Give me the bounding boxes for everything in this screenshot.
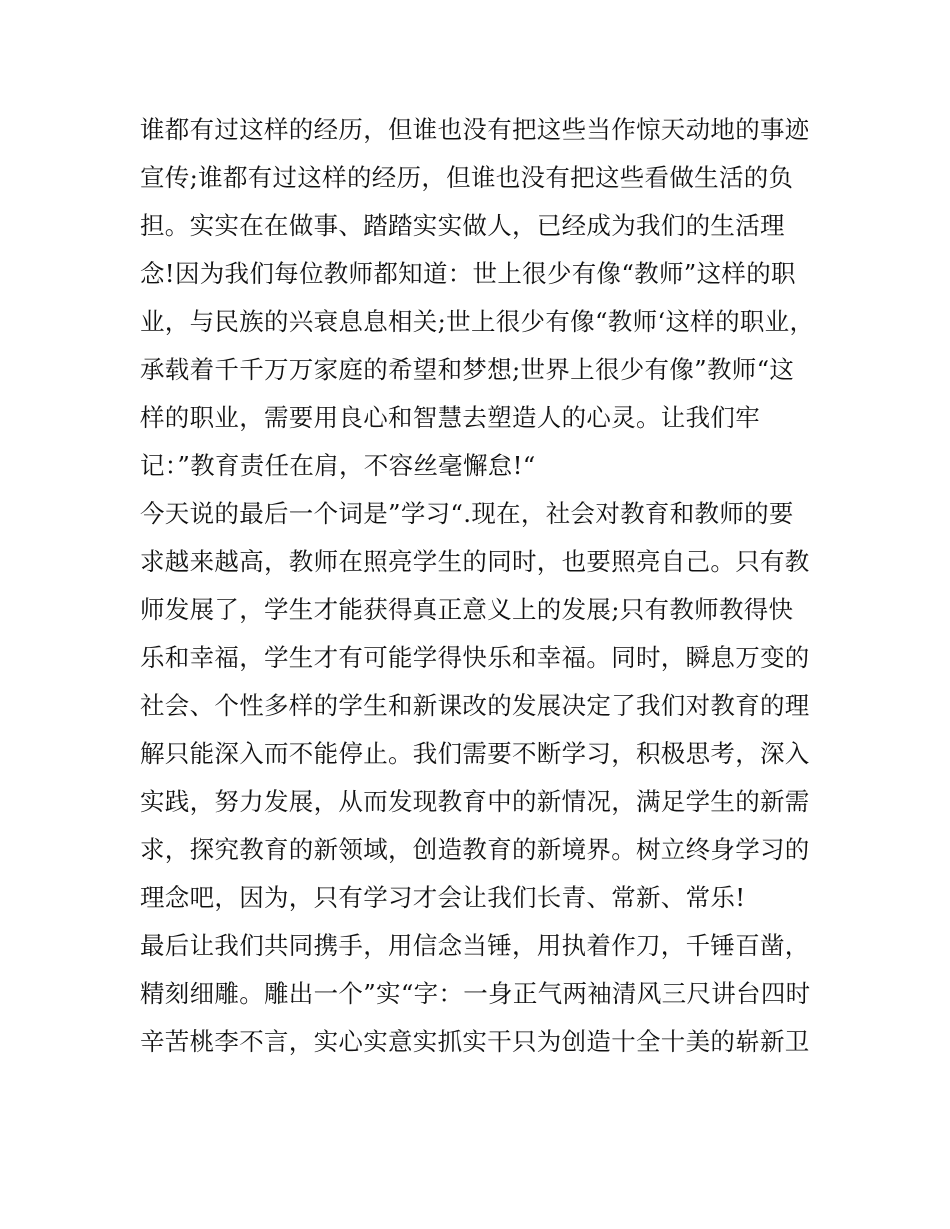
text-line: 念!因为我们每位教师都知道：世上很少有像“教师”这样的职 <box>140 259 796 288</box>
text-line: 业，与民族的兴衰息息相关;世上很少有像“教师‘这样的职业， <box>140 307 815 336</box>
text-line: 师发展了，学生才能获得真正意义上的发展;只有教师教得快 <box>140 595 794 624</box>
document-body <box>140 106 830 1066</box>
text-line: 谁都有过这样的经历，但谁也没有把这些当作惊天动地的事迹 <box>140 115 810 144</box>
text-line: 最后让我们共同携手，用信念当锤，用执着作刀，千锤百凿， <box>140 931 810 960</box>
text-line: 解只能深入而不能停止。我们需要不断学习，积极思考，深入 <box>140 739 810 768</box>
text-line: 精刻细雕。雕出一个”实“字：一身正气两袖清风三尺讲台四时 <box>140 979 811 1008</box>
text-line: 实践，努力发展，从而发现教育中的新情况，满足学生的新需 <box>140 787 810 816</box>
text-line: 样的职业，需要用良心和智慧去塑造人的心灵。让我们牢 <box>140 403 760 432</box>
text-line: 担。实实在在做事、踏踏实实做人，已经成为我们的生活理 <box>140 211 785 240</box>
text-line: 求，探究教育的新领域，创造教育的新境界。树立终身学习的 <box>140 835 810 864</box>
text-line: 记：”教育责任在肩，不容丝毫懈怠!“ <box>140 451 536 480</box>
text-line: 求越来越高，教师在照亮学生的同时，也要照亮自己。只有教 <box>140 547 810 576</box>
text-line: 辛苦桃李不言，实心实意实抓实干只为创造十全十美的崭新卫 <box>140 1027 810 1056</box>
text-line: 理念吧，因为，只有学习才会让我们长青、常新、常乐! <box>140 883 746 912</box>
text-line: 承载着千千万万家庭的希望和梦想;世界上很少有像”教师“这 <box>140 355 795 384</box>
text-line: 今天说的最后一个词是”学习“.现在，社会对教育和教师的要 <box>140 499 794 528</box>
text-line: 乐和幸福，学生才有可能学得快乐和幸福。同时，瞬息万变的 <box>140 643 810 672</box>
text-line: 宣传;谁都有过这样的经历，但谁也没有把这些看做生活的负 <box>140 163 794 192</box>
text-line: 社会、个性多样的学生和新课改的发展决定了我们对教育的理 <box>140 691 810 720</box>
